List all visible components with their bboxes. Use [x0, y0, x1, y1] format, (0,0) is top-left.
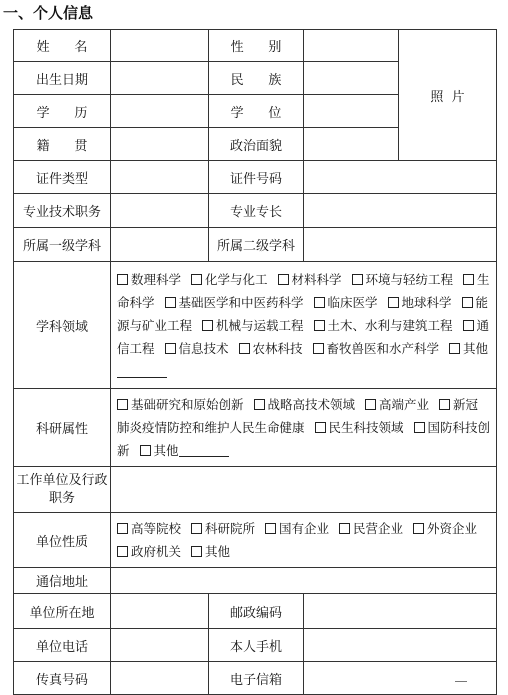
unit-phone-label: 单位电话: [14, 629, 111, 662]
unit-type-option[interactable]: 民营企业: [339, 521, 403, 536]
birth-date-label: 出生日期: [14, 62, 111, 95]
other-blank[interactable]: [179, 444, 229, 457]
checkbox-icon[interactable]: [462, 297, 473, 308]
checkbox-icon[interactable]: [314, 297, 325, 308]
discipline-option[interactable]: 土木、水利与建筑工程: [314, 318, 453, 333]
checkbox-icon[interactable]: [117, 399, 128, 410]
professional-title-label: 专业技术职务: [14, 194, 111, 228]
research-option[interactable]: 新冠肺炎疫情防控和维护人民生命健康: [117, 397, 479, 435]
checkbox-icon[interactable]: [191, 523, 202, 534]
checkbox-icon[interactable]: [313, 343, 324, 354]
work-unit-label: 工作单位及行政职务: [14, 467, 111, 513]
checkbox-icon[interactable]: [278, 274, 289, 285]
unit-type-label: 单位性质: [14, 513, 111, 568]
degree-label: 学 位: [209, 95, 304, 128]
discipline-field-label: 学科领域: [14, 262, 111, 389]
research-option[interactable]: 国防科技创新: [117, 420, 491, 458]
secondary-discipline-label: 所属二级学科: [209, 228, 304, 262]
research-option[interactable]: 民生科技领域: [315, 420, 404, 435]
checkbox-icon[interactable]: [165, 297, 176, 308]
checkbox-icon[interactable]: [117, 523, 128, 534]
discipline-option[interactable]: 数理科学: [117, 272, 181, 287]
ethnicity-label: 民 族: [209, 62, 304, 95]
birth-date-field[interactable]: [111, 62, 209, 95]
checkbox-icon[interactable]: [352, 274, 363, 285]
discipline-option[interactable]: 能源与矿业工程: [117, 294, 489, 333]
ethnicity-field[interactable]: [304, 62, 399, 95]
discipline-option[interactable]: 信息技术: [165, 341, 229, 356]
work-unit-field[interactable]: [111, 467, 497, 513]
gender-label: 性 别: [209, 30, 304, 62]
checkbox-icon[interactable]: [365, 399, 376, 410]
unit-type-option[interactable]: 政府机关: [117, 544, 181, 559]
unit-location-label: 单位所在地: [14, 594, 111, 629]
native-place-field[interactable]: [111, 128, 209, 161]
discipline-option[interactable]: 地球科学: [388, 295, 452, 310]
checkbox-icon[interactable]: [202, 320, 213, 331]
discipline-option[interactable]: 机械与运载工程: [202, 318, 304, 333]
unit-type-option[interactable]: 外资企业: [413, 521, 477, 536]
checkbox-icon[interactable]: [165, 343, 176, 354]
unit-type-option[interactable]: 科研院所: [191, 521, 255, 536]
checkbox-icon[interactable]: [191, 546, 202, 557]
postal-code-field[interactable]: [304, 594, 497, 629]
discipline-option[interactable]: 临床医学: [314, 295, 378, 310]
checkbox-icon[interactable]: [117, 546, 128, 557]
research-option[interactable]: 基础研究和原始创新: [117, 397, 244, 412]
discipline-option[interactable]: 农林科技: [239, 341, 303, 356]
research-options: [111, 389, 497, 467]
discipline-option-other[interactable]: 其他: [117, 341, 488, 379]
section-title: 一、个人信息: [3, 4, 94, 22]
checkbox-icon[interactable]: [191, 274, 202, 285]
research-option-other[interactable]: 其他: [140, 443, 229, 458]
checkbox-icon[interactable]: [315, 422, 326, 433]
secondary-discipline-field[interactable]: [304, 228, 497, 262]
photo-box[interactable]: 照 片: [399, 30, 497, 161]
discipline-option[interactable]: 环境与轻纺工程: [352, 272, 454, 287]
fax-field[interactable]: [111, 662, 209, 695]
unit-type-option[interactable]: 高等院校: [117, 521, 181, 536]
checkbox-icon[interactable]: [439, 399, 450, 410]
address-field[interactable]: [111, 568, 497, 594]
id-type-field[interactable]: [111, 161, 209, 194]
checkbox-icon[interactable]: [254, 399, 265, 410]
unit-phone-field[interactable]: [111, 629, 209, 662]
primary-discipline-field[interactable]: [111, 228, 209, 262]
checkbox-icon[interactable]: [117, 274, 128, 285]
research-option[interactable]: 高端产业: [365, 397, 429, 412]
other-blank[interactable]: [117, 365, 167, 378]
id-number-label: 证件号码: [209, 161, 304, 194]
unit-type-option[interactable]: 其他: [191, 544, 230, 559]
discipline-option[interactable]: 材料科学: [278, 272, 342, 287]
page-number-mark: [455, 681, 467, 685]
research-attribute-label: 科研属性: [14, 389, 111, 467]
checkbox-icon[interactable]: [314, 320, 325, 331]
checkbox-icon[interactable]: [413, 523, 424, 534]
checkbox-icon[interactable]: [339, 523, 350, 534]
mobile-phone-label: 本人手机: [209, 629, 304, 662]
political-status-label: 政治面貌: [209, 128, 304, 161]
fax-label: 传真号码: [14, 662, 111, 695]
mobile-phone-field[interactable]: [304, 629, 497, 662]
email-label: 电子信箱: [209, 662, 304, 695]
name-field[interactable]: [111, 30, 209, 62]
research-option[interactable]: 战略高技术领域: [254, 397, 356, 412]
discipline-option[interactable]: 畜牧兽医和水产科学: [313, 341, 440, 356]
personal-info-form: [13, 29, 497, 695]
unit-location-field[interactable]: [111, 594, 209, 629]
discipline-options: [111, 262, 497, 389]
professional-title-field[interactable]: [111, 194, 209, 228]
discipline-option[interactable]: 化学与化工: [191, 272, 268, 287]
id-type-label: 证件类型: [14, 161, 111, 194]
checkbox-icon[interactable]: [463, 274, 474, 285]
checkbox-icon[interactable]: [239, 343, 250, 354]
email-field[interactable]: [304, 662, 497, 695]
gender-field[interactable]: [304, 30, 399, 62]
checkbox-icon[interactable]: [449, 343, 460, 354]
checkbox-icon[interactable]: [463, 320, 474, 331]
checkbox-icon[interactable]: [388, 297, 399, 308]
degree-field[interactable]: [304, 95, 399, 128]
checkbox-icon[interactable]: [414, 422, 425, 433]
education-field[interactable]: [111, 95, 209, 128]
checkbox-icon[interactable]: [265, 523, 276, 534]
discipline-option[interactable]: 基础医学和中医药科学: [165, 295, 304, 310]
specialty-field[interactable]: [304, 194, 497, 228]
checkbox-icon[interactable]: [140, 445, 151, 456]
name-label: 姓 名: [14, 30, 111, 62]
primary-discipline-label: 所属一级学科: [14, 228, 111, 262]
postal-code-label: 邮政编码: [209, 594, 304, 629]
address-label: 通信地址: [14, 568, 111, 594]
political-status-field[interactable]: [304, 128, 399, 161]
specialty-label: 专业专长: [209, 194, 304, 228]
education-label: 学 历: [14, 95, 111, 128]
native-place-label: 籍 贯: [14, 128, 111, 161]
id-number-field[interactable]: [304, 161, 497, 194]
unit-type-options: [111, 513, 497, 568]
discipline-option[interactable]: 生命科学: [117, 271, 490, 310]
discipline-option[interactable]: 通信工程: [117, 317, 490, 356]
unit-type-option[interactable]: 国有企业: [265, 521, 329, 536]
